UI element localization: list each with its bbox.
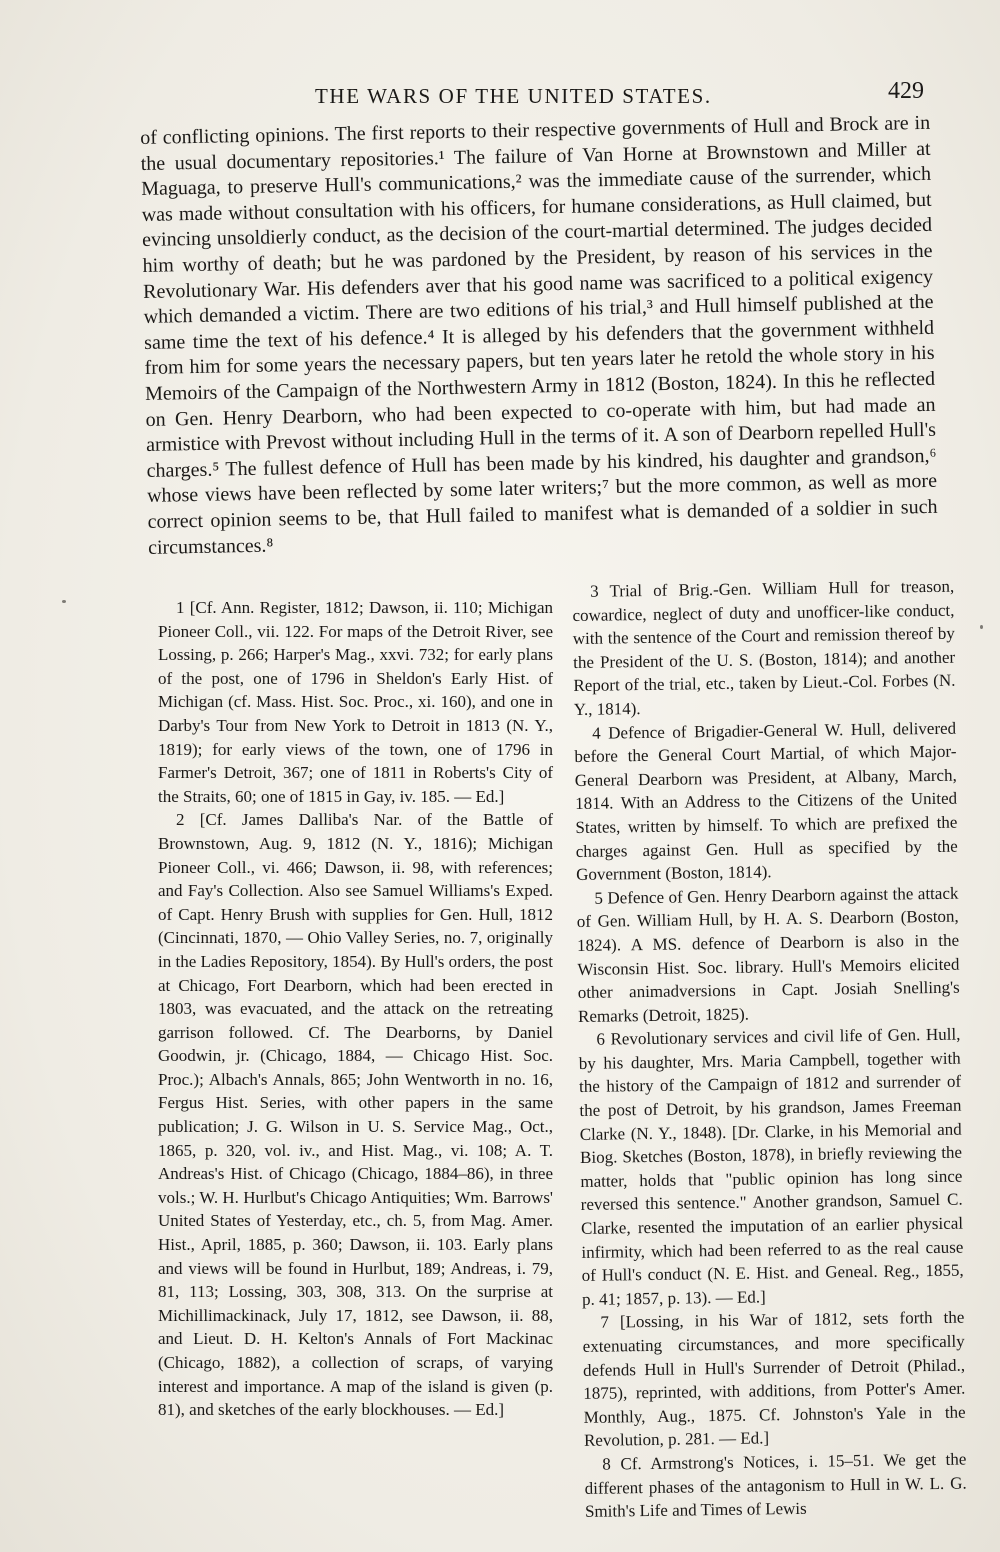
paper-speck xyxy=(980,625,983,629)
footnote-8: 8 Cf. Armstrong's Notices, i. 15–51. We get the different phases of the antagonism to Hull in W. L. G. Smith's Life and Times of Lewis xyxy=(584,1449,967,1522)
footnote-4: 4 Defence of Brigadier-General W. Hull, delivered before the General Court Martial, of which Major-General Dearborn was President, at Albany, March, 1814. With an Address to the Citizens of the United States, written by himself. To which are prefixed the charges against Gen. Hull as specified by the Government (Boston, 1814). xyxy=(574,718,958,885)
body-paragraph: of conflicting opinions. The first reports to their respective governments of Hull and Brock are in the usual documentary repositories.¹ The failure of Van Horne at Brownstown and Miller at Maguaga, to preserve Hull's communications,² was the immediate cause of the surrender, which was made without consultation with his officers, for humane considerations, as Hull claimed, but evincing unsoldierly conduct, as the decision of the court-martial determined. The judges decided him worthy of death; but he was pardoned by the President, by reason of his services in the Revolutionary War. His defenders aver that his good name was sacrificed to a political exigency which demanded a victim. There are two editions of his trial,³ and Hull himself published at the same time the text of his defence.⁴ It is alleged by his defenders that the government withheld from him for some years the necessary papers, but ten years later he retold the whole story in his Memoirs of the Campaign of the Northwestern Army in 1812 (Boston, 1824). In this he reflected on Gen. Henry Dearborn, who had been expected to co-operate with him, but had made an armistice with Prevost without including Hull in the terms of it. A son of Dearborn repelled Hull's charges.⁵ The fullest defence of Hull has been made by his kindred, his daughter and grandson,⁶ whose views have been reflected by some later writers;⁷ but the more common, as well as more correct opinion seems to be, that Hull failed to manifest what is demanded of a soldier in such circumstances.⁸ xyxy=(140,111,938,559)
main-text xyxy=(140,111,938,561)
footnote-1: 1 [Cf. Ann. Register, 1812; Dawson, ii. 110; Michigan Pioneer Coll., vii. 122. For maps of the Detroit River, see Lossing, p. 266; Harper's Mag., xxvi. 732; for early plans of the post, one of 1796 in Sheldon's Early Hist. of Michigan (cf. Mass. Hist. Soc. Proc., xi. 160), and one in Darby's Tour from New York to Detroit in 1813 (N. Y., 1819); for early views of the town, one of 1796 in Farmer's Detroit, 367; one of 1811 in Roberts's City of the Straits, 60; one of 1815 in Gay, iv. 185. — Ed.] xyxy=(158,598,553,806)
paper-speck xyxy=(62,600,66,603)
footnotes-left-column xyxy=(158,596,553,1422)
footnote-2: 2 [Cf. James Dalliba's Nar. of the Battle of Brownstown, Aug. 9, 1812 (N. Y., 1816); Michigan Pioneer Coll., vi. 466; Dawson, ii. 98, with references; and Fay's Collection. Also see Samuel Williams's Exped. of Capt. Henry Brush with supplies for Gen. Hull, 1812 (Cincinnati, 1870, — Ohio Valley Series, no. 7, originally in the Ladies Repository, 1854). By Hull's orders, the post at Chicago, Fort Dearborn, which had been erected in 1803, was evacuated, and the attack on the retreating garrison followed. Cf. The Dearborns, by Daniel Goodwin, jr. (Chicago, 1884, — Chicago Hist. Soc. Proc.); Albach's Annals, 865; John Wentworth in no. 16, Fergus Hist. Series, with other papers in the same publication; J. G. Wilson in U. S. Service Mag., Oct., 1865, p. 320, vol. iv., and Hist. Mag., vi. 108; A. T. Andreas's Hist. of Chicago (Chicago, 1884–86), in three vols.; W. H. Hurlbut's Chicago Antiquities; Wm. Barrows' United States of Yesterday, etc., ch. 5, from Mag. Amer. Hist., April, 1885, p. 360; Dawson, ii. 103. Early plans and views will be found in Hurlbut, 189; Andreas, i. 79, 81, 113; Lossing, 303, 308, 313. On the surprise at Michillimackinack, July 17, 1812, see Dawson, ii. 88, and Lieut. D. H. Kelton's Annals of Fort Mackinac (Chicago, 1882), a collection of scraps, of varying interest and importance. A map of the island is given (p. 81), and sketches of the early blockhouses. — Ed.] xyxy=(158,810,553,1420)
footnotes-right-column xyxy=(572,575,967,1524)
running-header xyxy=(140,78,930,112)
footnote-7: 7 [Lossing, in his War of 1812, sets forth the extenuating circumstances, and more specifically defends Hull in Hull's Surrender of Detroit (Philad., 1875), reprinted, with additions, from Potter's Amer. Monthly, Aug., 1875. Cf. Johnston's Yale in the Revolution, p. 281. — Ed.] xyxy=(582,1308,966,1451)
footnote-5: 5 Defence of Gen. Henry Dearborn against the attack of Gen. William Hull, by H. A. S. Dearborn (Boston, 1824). A MS. defence of Dearborn is also in the Wisconsin Hist. Soc. library. Hull's Memoirs elicited other animadversions in Capt. Josiah Snelling's Remarks (Detroit, 1825). xyxy=(576,883,960,1026)
footnote-6: 6 Revolutionary services and civil life of Gen. Hull, by his daughter, Mrs. Maria Campbell, together with the history of the Campaign of 1812 and surrender of the post of Detroit, by his grandson, James Freeman Clarke (N. Y., 1848). [Dr. Clarke, in his Memorial and Biog. Sketches (Boston, 1878), in briefly reviewing the matter, holds that "public opinion has long since reversed this sentence." Another grandson, Samuel C. Clarke, resented the imputation of an earlier physical infirmity, which had been referred to as the real cause of Hull's conduct (N. E. Hist. and Geneal. Reg., 1855, p. 41; 1857, p. 13). — Ed.] xyxy=(578,1024,964,1309)
running-title: THE WARS OF THE UNITED STATES. xyxy=(315,84,712,108)
page-number: 429 xyxy=(888,78,924,104)
footnote-3: 3 Trial of Brig.-Gen. William Hull for treason, cowardice, neglect of duty and unofficer-like conduct, with the sentence of the Court and remission thereof by the President of the U. S. (Boston, 1814); and another Report of the trial, etc., taken by Lieut.-Col. Forbes (N. Y., 1814). xyxy=(572,576,956,719)
